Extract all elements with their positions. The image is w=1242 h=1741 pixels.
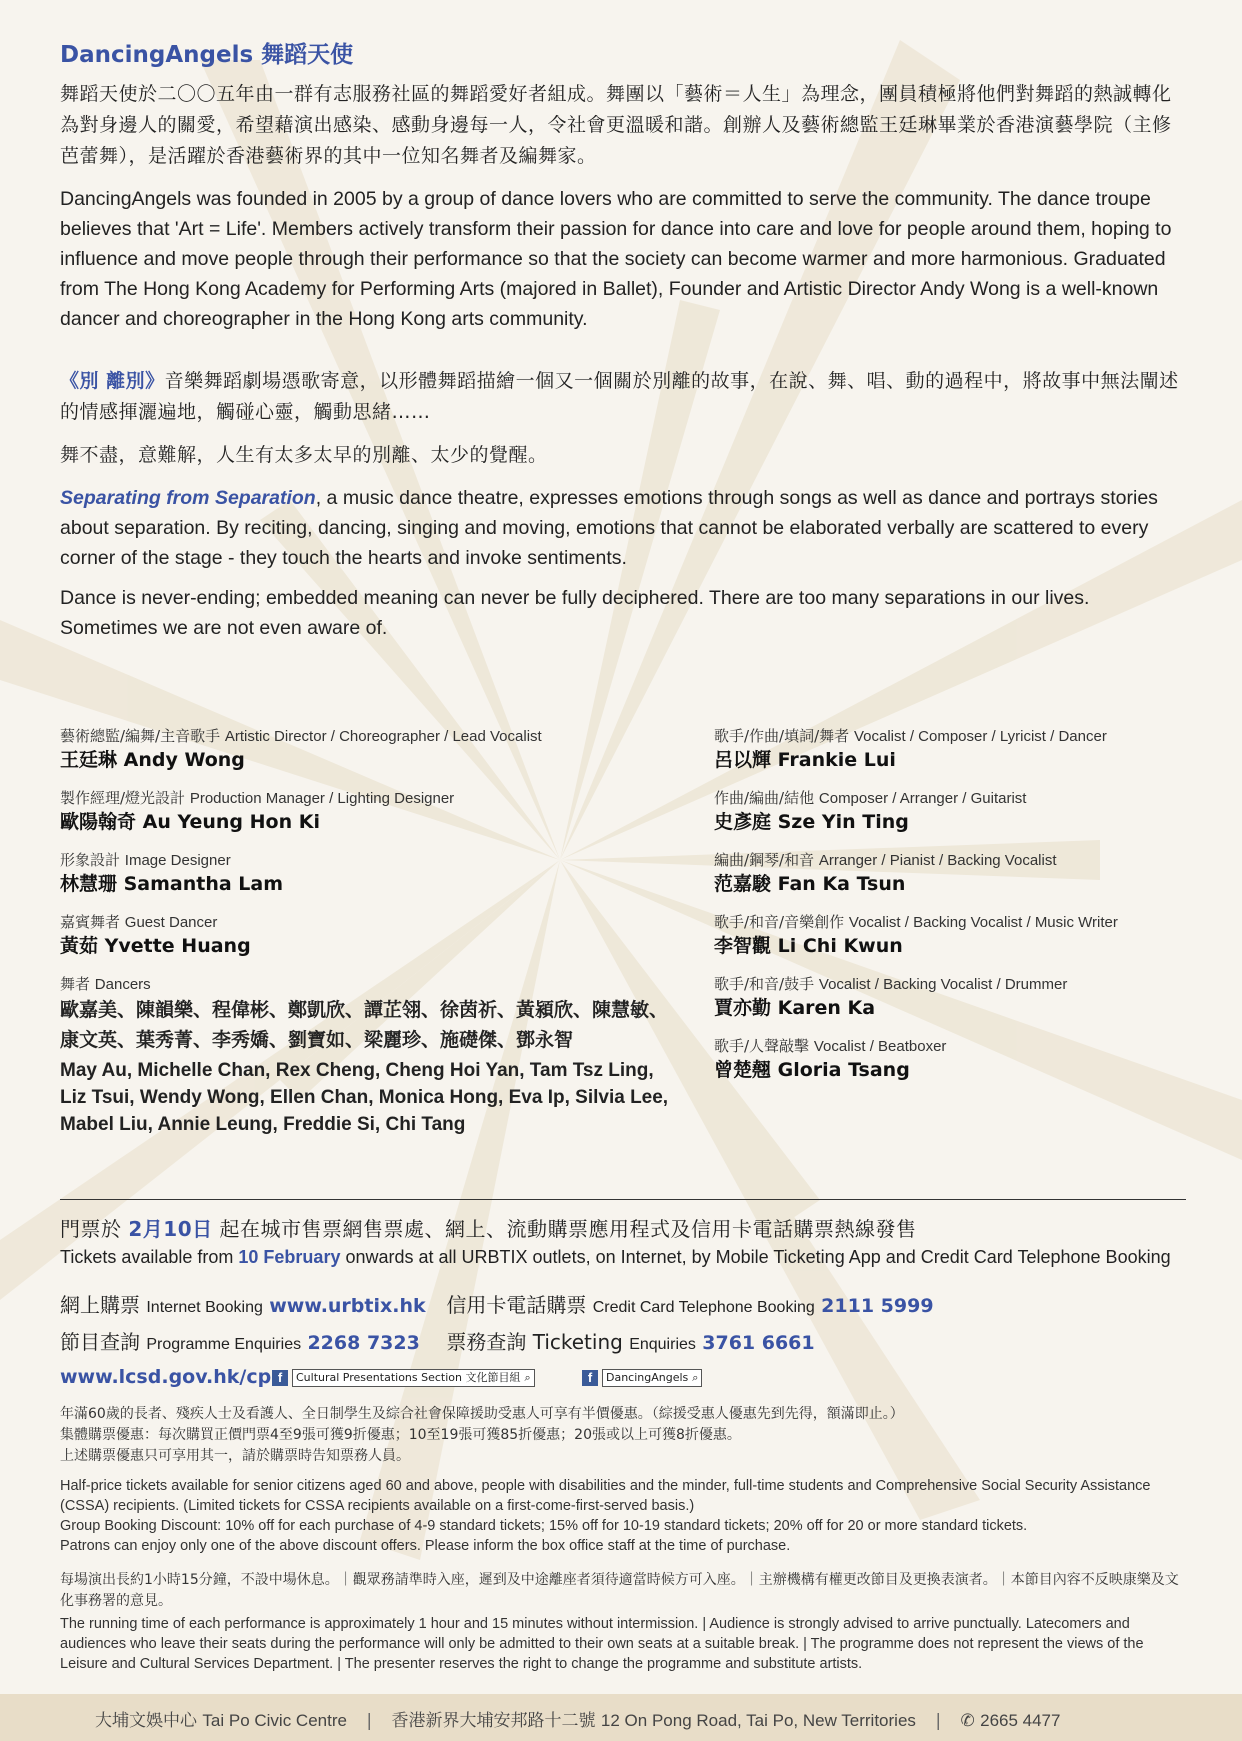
concession-zh-2: 集體購票優惠：每次購買正價門票4至9張可獲9折優惠；10至19張可獲85折優惠；20張或以上可獲8折優惠。 [60, 1427, 741, 1443]
role-zh: 藝術總監/編舞/主音歌手 [60, 727, 221, 745]
dancers-names-zh: 歐嘉美、陳韻樂、程偉彬、鄭凱欣、譚芷翎、徐茵祈、黃潁欣、陳慧敏、康文英、葉秀菁、李秀嬌、劉寶如、梁麗珍、施礎傑、鄧永智 [60, 999, 669, 1051]
concessions-zh [60, 1404, 1190, 1467]
credits-left-column [60, 726, 680, 1153]
dancers-names-en: May Au, Michelle Chan, Rex Cheng, Cheng Hoi Yan, Tam Tsz Ling, Liz Tsui, Wendy Wong, Ellen Chan, Monica Hong, Eva Ip, Silvia Lee, Mabel Liu, Annie Leung, Freddie Si, Chi Tang [60, 1060, 669, 1135]
credit-name: 黃茹 Yvette Huang [60, 935, 251, 957]
credit-name: 歐陽翰奇 Au Yeung Hon Ki [60, 811, 320, 833]
role-zh: 形象設計 [60, 851, 121, 869]
programme-enquiries-zh: 節目查詢 [60, 1330, 140, 1354]
credit-name: 范嘉駿 Fan Ka Tsun [714, 873, 906, 895]
internet-booking-en: Internet Booking [146, 1299, 263, 1316]
credit-item [714, 974, 1194, 1021]
venue-name-zh: 大埔文娛中心 [95, 1711, 197, 1731]
role-en: Vocalist / Backing Vocalist / Drummer [818, 976, 1068, 993]
role-en: Dancers [94, 976, 151, 993]
role-zh: 舞者 [60, 975, 91, 993]
facebook-dancingangels-link[interactable] [582, 1369, 702, 1387]
facebook-icon: f [582, 1370, 598, 1386]
footer-separator: | [366, 1711, 373, 1731]
credit-item [714, 726, 1194, 773]
credit-item [714, 1036, 1194, 1083]
role-zh: 作曲/編曲/結他 [714, 789, 815, 807]
facebook-lcsd-label: Cultural Presentations Section 文化節目組 [296, 1371, 521, 1384]
search-icon: ⌕ [524, 1371, 531, 1384]
concession-zh-1: 年滿60歲的長者、殘疾人士及看護人、全日制學生及綜合社會保障援助受惠人可享有半價優惠。（綜援受惠人優惠先到先得，額滿即止。） [60, 1406, 904, 1422]
section-divider [60, 1199, 1186, 1200]
credit-item [60, 850, 680, 897]
ticket-date-zh: 2月10日 [128, 1217, 213, 1241]
concession-en-1: Half-price tickets available for senior citizens aged 60 and above, people with disabilities and the minder, full-time students and Comprehensive Social Security Assistance (CSSA) recipients. (Limited tickets for CSSA recipients available on a first-come-first-served basis.) [60, 1478, 1151, 1514]
ticket-en-pre: Tickets available from [60, 1247, 239, 1267]
facebook-icon: f [272, 1370, 288, 1386]
venue-phone[interactable]: 2665 4477 [980, 1711, 1061, 1730]
search-icon: ⌕ [692, 1371, 699, 1384]
notes-zh: 每場演出長約1小時15分鐘，不設中場休息。｜觀眾務請準時入座，遲到及中途離座者須待適當時候方可入座。｜主辦機構有權更改節目及更換表演者。｜本節目內容不反映康樂及文化事務署的意見。 [60, 1572, 1179, 1609]
credit-item [714, 912, 1194, 959]
show-line2-zh: 舞不盡，意難解，人生有太多太早的別離、太少的覺醒。 [60, 444, 548, 466]
credit-booking-phone[interactable]: 2111 5999 [821, 1295, 934, 1317]
company-intro-en: DancingAngels was founded in 2005 by a group of dance lovers who are committed to serve the community. The dance troupe believes that 'Art = Life'. Members actively transform their passion for dance into care and love for people around them, hoping to influence and move people through their performance so that the society can become warmer and more harmonious. Graduated from The Hong Kong Academy for Performing Arts (majored in Ballet), Founder and Artistic Director Andy Wong is a well-known dancer and choreographer in the Hong Kong arts community. [60, 188, 1172, 330]
facebook-lcsd-link[interactable] [272, 1369, 535, 1387]
credit-name: 李智觀 Li Chi Kwun [714, 935, 903, 957]
ticket-info-en [60, 1244, 1190, 1270]
venue-footer [0, 1694, 1242, 1741]
programme-enquiries-phone[interactable]: 2268 7323 [307, 1332, 420, 1354]
facebook-dancingangels-label: DancingAngels [606, 1371, 689, 1384]
ticketing-enquiries-zh: 票務查詢 [446, 1330, 527, 1354]
role-en: Guest Dancer [124, 914, 218, 931]
show-desc-en-text: , a music dance theatre, expresses emotions through songs as well as dance and portrays stories about separation. By reciting, dancing, singing and moving, emotions that cannot be elaborated verbally are scattered to every corner of the stage - they touch the hearts and invoke sentiments. [60, 487, 1158, 569]
dancers-credit [60, 974, 680, 1138]
credit-item [714, 788, 1194, 835]
programme-enquiries-en: Programme Enquiries [146, 1336, 302, 1353]
venue-footer-text [95, 1706, 1060, 1731]
credit-item [60, 726, 680, 773]
web-links [60, 1366, 1190, 1392]
show-line2-en: Dance is never-ending; embedded meaning can never be fully deciphered. There are too many separations in our lives. Sometimes we are not even aware of. [60, 587, 1090, 639]
lcsd-website-link[interactable]: www.lcsd.gov.hk/cp [60, 1366, 272, 1388]
role-en: Vocalist / Composer / Lyricist / Dancer [853, 728, 1107, 745]
ticketing-enquiries-phone[interactable]: 3761 6661 [702, 1332, 815, 1354]
credit-name: 史彥庭 Sze Yin Ting [714, 811, 909, 833]
role-en: Vocalist / Backing Vocalist / Music Writer [848, 914, 1118, 931]
role-zh: 編曲/鋼琴/和音 [714, 851, 815, 869]
credit-name: 曾楚翹 Gloria Tsang [714, 1059, 910, 1081]
booking-contacts [60, 1288, 1190, 1362]
credit-item [60, 912, 680, 959]
venue-address-en: 12 On Pong Road, Tai Po, New Territories [600, 1711, 916, 1730]
role-en: Production Manager / Lighting Designer [189, 790, 455, 807]
concessions-en [60, 1476, 1190, 1556]
credit-booking-zh: 信用卡電話購票 [446, 1293, 587, 1317]
credit-name: 林慧珊 Samantha Lam [60, 873, 284, 895]
concession-en-2: Group Booking Discount: 10% off for each purchase of 4-9 standard tickets; 15% off for 10-19 standard tickets; 20% off for 20 or more standard tickets. [60, 1518, 1028, 1534]
ticketing-enquiries-en1: Ticketing [532, 1330, 623, 1354]
facebook-search-box [292, 1369, 535, 1387]
company-title: DancingAngels 舞蹈天使 [60, 42, 354, 68]
ticket-info-zh [60, 1214, 1190, 1244]
notes-en: The running time of each performance is approximately 1 hour and 15 minutes without intermission. | Audience is strongly advised to arrive punctually. Latecomers and audiences who leave their seats during the performance will only be admitted to their own seats at a suitable break. | The programme does not represent the views of the Leisure and Cultural Services Department. | The presenter reserves the right to change the programme and substitute artists. [60, 1616, 1144, 1672]
credits-right-column [714, 726, 1194, 1098]
ticket-date-en: 10 February [238, 1247, 341, 1267]
enquiry-row [60, 1325, 1190, 1362]
internet-booking-zh: 網上購票 [60, 1293, 140, 1317]
role-zh: 製作經理/燈光設計 [60, 789, 186, 807]
role-zh: 歌手/和音/音樂創作 [714, 913, 845, 931]
credit-booking-en: Credit Card Telephone Booking [592, 1299, 815, 1316]
internet-booking-link[interactable]: www.urbtix.hk [269, 1295, 426, 1317]
ticket-info [60, 1214, 1190, 1270]
company-intro-zh: 舞蹈天使於二〇〇五年由一群有志服務社區的舞蹈愛好者組成。舞團以「藝術＝人生」為理念，團員積極將他們對舞蹈的熱誠轉化為對身邊人的關愛，希望藉演出感染、感動身邊每一人，令社會更溫暖和諧。創辦人及藝術總監王廷琳畢業於香港演藝學院（主修芭蕾舞），是活躍於香港藝術界的其中一位知名舞者及編舞家。 [60, 83, 1172, 167]
concession-zh-3: 上述購票優惠只可享用其一，請於購票時告知票務人員。 [60, 1448, 410, 1464]
notes-section [60, 1570, 1190, 1674]
ticket-zh-post: 起在城市售票網售票處、網上、流動購票應用程式及信用卡電話購票熱線發售 [212, 1217, 917, 1241]
credit-item [60, 788, 680, 835]
show-desc-zh [60, 366, 1190, 428]
role-en: Image Designer [124, 852, 231, 869]
phone-icon: ✆ [960, 1711, 975, 1731]
venue-name-en: Tai Po Civic Centre [202, 1711, 347, 1730]
credit-name: 王廷琳 Andy Wong [60, 749, 245, 771]
ticket-zh-pre: 門票於 [60, 1217, 129, 1241]
role-zh: 歌手/作曲/填詞/舞者 [714, 727, 850, 745]
role-zh: 歌手/和音/鼓手 [714, 975, 815, 993]
role-zh: 歌手/人聲敲擊 [714, 1037, 810, 1055]
role-en: Artistic Director / Choreographer / Lead Vocalist [224, 728, 542, 745]
role-en: Arranger / Pianist / Backing Vocalist [818, 852, 1057, 869]
role-zh: 嘉賓舞者 [60, 913, 121, 931]
show-title-zh: 《別 離別》 [60, 370, 165, 392]
intro-section [60, 36, 1190, 653]
credit-item [714, 850, 1194, 897]
show-title-en: Separating from Separation [60, 487, 316, 509]
credit-name: 呂以輝 Frankie Lui [714, 749, 896, 771]
booking-row [60, 1288, 1190, 1325]
show-desc-en [60, 483, 1190, 573]
concession-en-3: Patrons can enjoy only one of the above discount offers. Please inform the box office staff at the time of purchase. [60, 1538, 791, 1554]
footer-separator: | [935, 1711, 942, 1731]
ticket-en-post: onwards at all URBTIX outlets, on Internet, by Mobile Ticketing App and Credit Card Telephone Booking [340, 1247, 1171, 1267]
show-desc-zh-text: 音樂舞蹈劇場憑歌寄意，以形體舞蹈描繪一個又一個關於別離的故事，在說、舞、唱、動的過程中，將故事中無法闡述的情感揮灑遍地，觸碰心靈，觸動思緒…… [60, 370, 1179, 423]
role-en: Composer / Arranger / Guitarist [818, 790, 1027, 807]
role-en: Vocalist / Beatboxer [813, 1038, 947, 1055]
venue-address-zh: 香港新界大埔安邦路十二號 [391, 1711, 596, 1731]
ticketing-enquiries-en2: Enquiries [629, 1336, 696, 1353]
facebook-search-box [602, 1369, 702, 1387]
credit-name: 賈亦勤 Karen Ka [714, 997, 876, 1019]
